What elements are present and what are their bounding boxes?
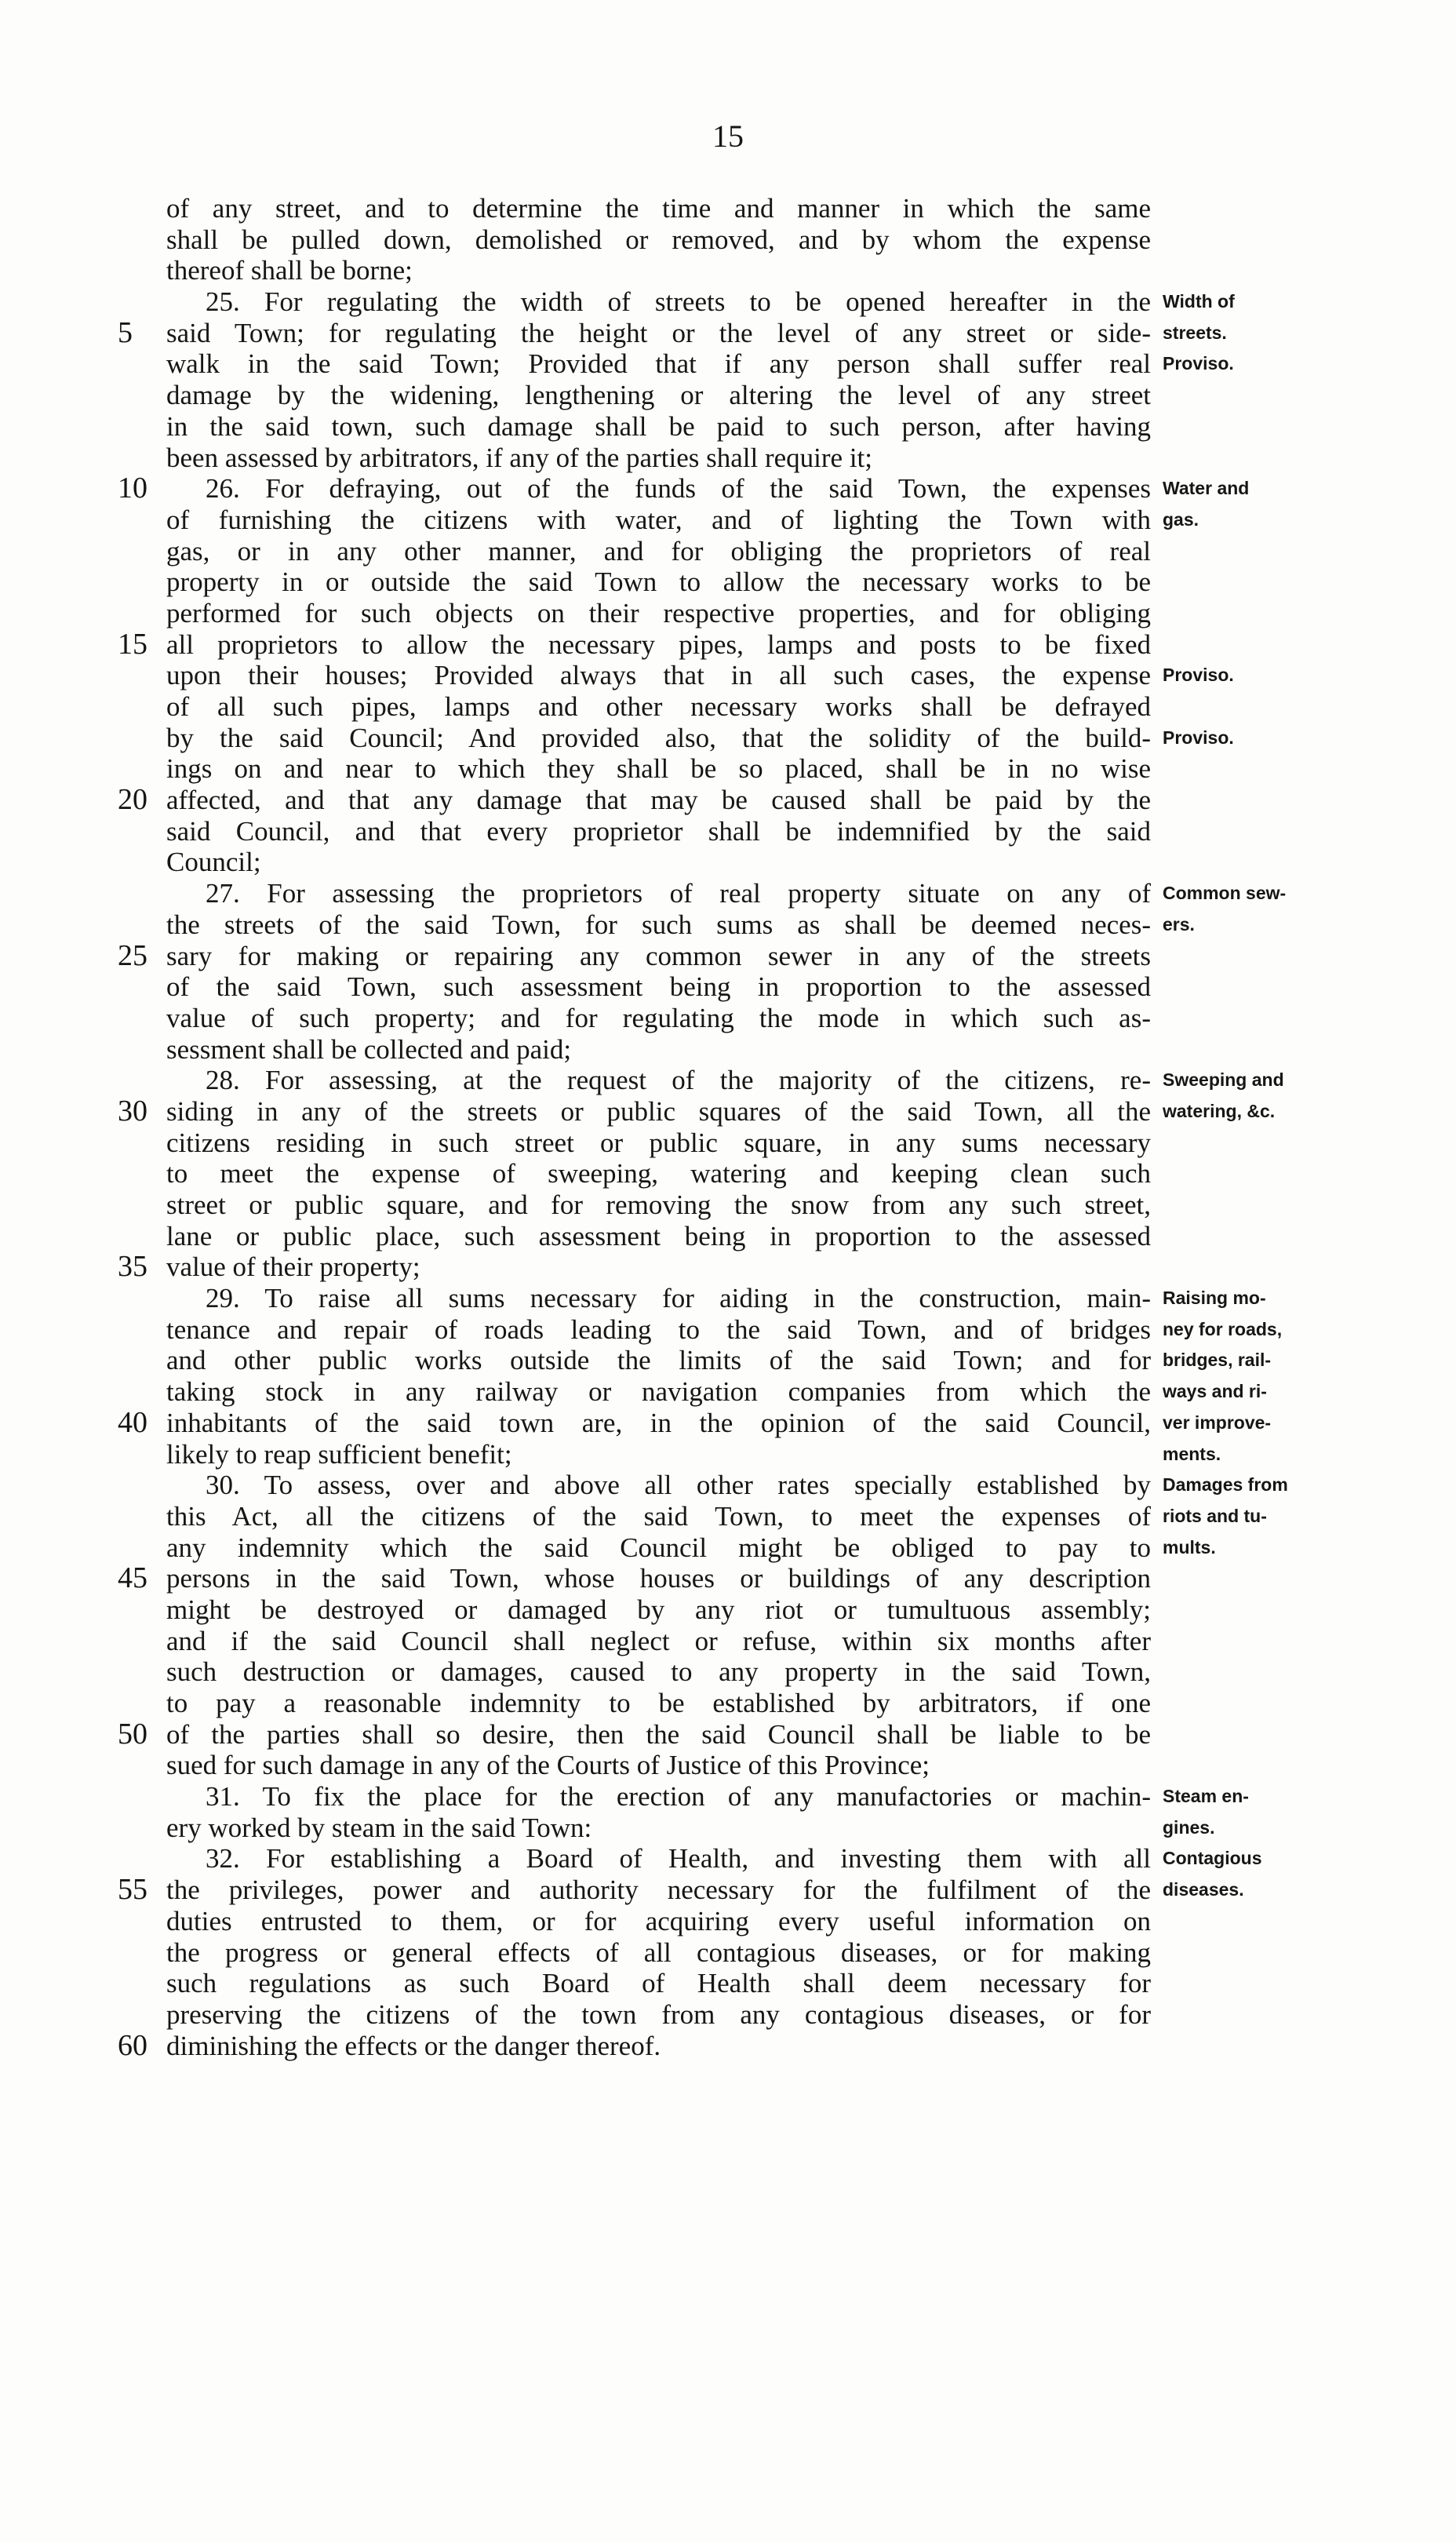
line-text: affected, and that any damage that may be caused shall be paid by the: [166, 785, 1151, 816]
line-text: the progress or general effects of all contagious diseases, or for making: [166, 1936, 1151, 1968]
text-line: [0, 473, 1456, 505]
margin-note: riots and tu-: [1163, 1505, 1267, 1526]
text-line: [0, 1813, 1456, 1844]
line-text: 32. For establishing a Board of Health, and investing them with all: [206, 1843, 1151, 1874]
text-line: [0, 1065, 1456, 1096]
line-text: the streets of the said Town, for such sums as shall be deemed neces-: [166, 909, 1151, 940]
line-text: performed for such objects on their respective properties, and for obliging: [166, 597, 1151, 628]
line-text: 30. To assess, over and above all other rates specially established by: [206, 1470, 1151, 1501]
line-text: 26. For defraying, out of the funds of the said Town, the expenses: [206, 473, 1151, 505]
text-line: [0, 1968, 1456, 1999]
line-text: sessment shall be collected and paid;: [166, 1033, 572, 1065]
text-line: [0, 193, 1456, 224]
line-text: by the said Council; And provided also, that the solidity of the build-: [166, 722, 1151, 753]
text-line: [0, 505, 1456, 536]
line-text: lane or public place, such assessment being in proportion to the assessed: [166, 1220, 1151, 1251]
line-text: property in or outside the said Town to allow the necessary works to be: [166, 567, 1151, 598]
line-text: value of their property;: [166, 1251, 420, 1283]
margin-note: Proviso.: [1163, 665, 1234, 686]
margin-note: Width of: [1163, 291, 1235, 312]
text-line: [0, 1594, 1456, 1626]
text-line: [0, 1221, 1456, 1252]
margin-note: Proviso.: [1163, 353, 1234, 374]
line-number: 40: [118, 1405, 147, 1439]
line-text: ery worked by steam in the said Town:: [166, 1812, 592, 1843]
text-line: [0, 1128, 1456, 1159]
line-text: said Town; for regulating the height or the level of any street or side-: [166, 317, 1151, 348]
margin-note: watering, &c.: [1163, 1100, 1276, 1121]
margin-note: Water and: [1163, 478, 1250, 499]
line-text: inhabitants of the said town are, in the opinion of the said Council,: [166, 1407, 1151, 1438]
text-line: [0, 629, 1456, 661]
text-line: [0, 2028, 1456, 2062]
text-line: [0, 1656, 1456, 1688]
line-text: citizens residing in such street or public square, in any sums necessary: [166, 1127, 1151, 1158]
text-line: [0, 380, 1456, 411]
line-text: and other public works outside the limits of the said Town; and for: [166, 1345, 1151, 1376]
text-line: [0, 1439, 1456, 1470]
line-text: the privileges, power and authority necessary for the fulfilment of the: [166, 1874, 1151, 1906]
text-line: [0, 1283, 1456, 1314]
text-line: [0, 723, 1456, 754]
line-text: this Act, all the citizens of the said Town, to meet the expenses of: [166, 1500, 1151, 1532]
text-line: [0, 598, 1456, 629]
text-line: [0, 1719, 1456, 1751]
text-line: [0, 938, 1456, 972]
line-text: persons in the said Town, whose houses or buildings of any description: [166, 1563, 1151, 1594]
text-line: [0, 1999, 1456, 2031]
text-line: [0, 1688, 1456, 1719]
line-text: siding in any of the streets or public squares of the said Town, all the: [166, 1095, 1151, 1127]
text-line: [0, 1501, 1456, 1532]
text-line: [0, 315, 1456, 349]
margin-note: gas.: [1163, 508, 1199, 530]
text-line: [0, 971, 1456, 1003]
margin-note: ver improve-: [1163, 1412, 1272, 1433]
text-line: [0, 909, 1456, 941]
text-line: [0, 1096, 1456, 1128]
line-text: might be destroyed or damaged by any riot or tumultuous assembly;: [166, 1594, 1151, 1625]
text-line: [0, 1874, 1456, 1906]
line-number: 35: [118, 1250, 147, 1284]
line-text: of any street, and to determine the time and manner in which the same: [166, 193, 1151, 224]
text-line: [0, 1781, 1456, 1813]
line-text: 27. For assessing the proprietors of real property situate on any of: [206, 878, 1151, 909]
line-text: 25. For regulating the width of streets to be opened hereafter in the: [206, 286, 1151, 318]
text-line: [0, 785, 1456, 816]
text-line: [0, 1314, 1456, 1346]
line-text: 28. For assessing, at the request of the majority of the citizens, re-: [206, 1065, 1151, 1096]
line-text: value of such property; and for regulating the mode in which such as-: [166, 1002, 1151, 1033]
margin-note: ers.: [1163, 913, 1195, 934]
text-line: [0, 286, 1456, 318]
line-text: such destruction or damages, caused to any property in the said Town,: [166, 1656, 1151, 1688]
line-text: such regulations as such Board of Health shall deem necessary for: [166, 1968, 1151, 1999]
line-text: upon their houses; Provided always that in all such cases, the expense: [166, 660, 1151, 691]
line-text: shall be pulled down, demolished or removed, and by whom the expense: [166, 224, 1151, 255]
text-line: [0, 1003, 1456, 1034]
page-number: 15: [712, 118, 744, 154]
margin-note: Damages from: [1163, 1474, 1288, 1496]
text-line: [0, 1158, 1456, 1190]
text-line: [0, 1906, 1456, 1937]
text-line: [0, 1843, 1456, 1874]
text-line: [0, 1937, 1456, 1969]
line-text: been assessed by arbitrators, if any of the parties shall require it;: [166, 442, 872, 473]
line-number: 25: [118, 938, 147, 972]
margin-note: Common sew-: [1163, 883, 1287, 904]
margin-note: Proviso.: [1163, 727, 1234, 748]
line-number: 55: [118, 1873, 147, 1907]
margin-note: mults.: [1163, 1536, 1216, 1557]
line-text: all proprietors to allow the necessary pipes, lamps and posts to be fixed: [166, 628, 1151, 660]
line-number: 30: [118, 1094, 147, 1128]
line-text: damage by the widening, lengthening or altering the level of any street: [166, 380, 1151, 411]
text-line: [0, 1563, 1456, 1594]
line-text: diminishing the effects or the danger thereof.: [166, 2030, 661, 2061]
text-line: [0, 1470, 1456, 1501]
line-number: 10: [118, 472, 147, 505]
line-text: ings on and near to which they shall be so placed, shall be in no wise: [166, 753, 1151, 785]
margin-note: gines.: [1163, 1816, 1215, 1838]
text-line: [0, 753, 1456, 785]
margin-note: Raising mo-: [1163, 1288, 1266, 1309]
line-text: sued for such damage in any of the Courts of Justice of this Province;: [166, 1750, 930, 1781]
line-text: sary for making or repairing any common sewer in any of the streets: [166, 940, 1151, 971]
text-line: [0, 1376, 1456, 1408]
text-line: [0, 878, 1456, 909]
text-line: [0, 224, 1456, 256]
line-text: likely to reap sufficient benefit;: [166, 1438, 512, 1470]
text-line: [0, 847, 1456, 878]
text-line: [0, 660, 1456, 691]
text-line: [0, 567, 1456, 598]
text-line: [0, 1034, 1456, 1066]
line-text: 31. To fix the place for the erection of any manufactories or machin-: [206, 1781, 1151, 1813]
line-text: any indemnity which the said Council might be obliged to pay to: [166, 1532, 1151, 1563]
margin-note: streets.: [1163, 322, 1227, 343]
line-text: in the said town, such damage shall be paid to such person, after having: [166, 410, 1151, 442]
text-line: [0, 691, 1456, 723]
line-number: 15: [118, 627, 147, 661]
text-line: [0, 1251, 1456, 1283]
line-number: 45: [118, 1561, 147, 1595]
text-line: [0, 1532, 1456, 1564]
line-text: of the parties shall so desire, then the said Council shall be liable to be: [166, 1718, 1151, 1750]
margin-note: Steam en-: [1163, 1786, 1249, 1807]
line-text: of furnishing the citizens with water, and of lighting the Town with: [166, 504, 1151, 535]
line-text: of all such pipes, lamps and other necessary works shall be defrayed: [166, 691, 1151, 722]
line-text: to meet the expense of sweeping, watering and keeping clean such: [166, 1158, 1151, 1190]
line-text: gas, or in any other manner, and for obliging the proprietors of real: [166, 535, 1151, 567]
line-number: 50: [118, 1717, 147, 1751]
text-line: [0, 1750, 1456, 1781]
text-line: [0, 1405, 1456, 1439]
text-line: [0, 1345, 1456, 1376]
statute-text: [0, 193, 1456, 2061]
margin-note: Sweeping and: [1163, 1069, 1284, 1091]
line-text: said Council, and that every proprietor shall be indemnified by the said: [166, 815, 1151, 847]
line-text: 29. To raise all sums necessary for aiding in the construction, main-: [206, 1283, 1151, 1314]
margin-note: Contagious: [1163, 1848, 1262, 1869]
line-text: preserving the citizens of the town from any contagious diseases, or for: [166, 1998, 1151, 2030]
text-line: [0, 1626, 1456, 1657]
line-text: thereof shall be borne;: [166, 255, 413, 286]
line-text: to pay a reasonable indemnity to be established by arbitrators, if one: [166, 1688, 1151, 1718]
text-line: [0, 348, 1456, 380]
line-number: 20: [118, 783, 147, 817]
margin-note: ney for roads,: [1163, 1318, 1283, 1339]
margin-note: ments.: [1163, 1443, 1221, 1464]
line-number: 60: [118, 2028, 147, 2062]
line-text: duties entrusted to them, or for acquiring every useful information on: [166, 1905, 1151, 1936]
line-number: 5: [118, 315, 133, 349]
line-text: street or public square, and for removing the snow from any such street,: [166, 1190, 1151, 1220]
text-line: [0, 536, 1456, 567]
text-line: [0, 816, 1456, 847]
line-text: tenance and repair of roads leading to the said Town, and of bridges: [166, 1313, 1151, 1345]
margin-note: ways and ri-: [1163, 1381, 1267, 1402]
text-line: [0, 443, 1456, 474]
line-text: walk in the said Town; Provided that if any person shall suffer real: [166, 348, 1151, 380]
text-line: [0, 1190, 1456, 1221]
margin-note: diseases.: [1163, 1879, 1244, 1900]
text-line: [0, 255, 1456, 286]
line-text: of the said Town, such assessment being in proportion to the assessed: [166, 971, 1151, 1003]
line-text: taking stock in any railway or navigation companies from which the: [166, 1376, 1151, 1408]
text-line: [0, 411, 1456, 443]
margin-note: bridges, rail-: [1163, 1350, 1272, 1371]
line-text: Council;: [166, 847, 261, 878]
line-text: and if the said Council shall neglect or refuse, within six months after: [166, 1625, 1151, 1656]
